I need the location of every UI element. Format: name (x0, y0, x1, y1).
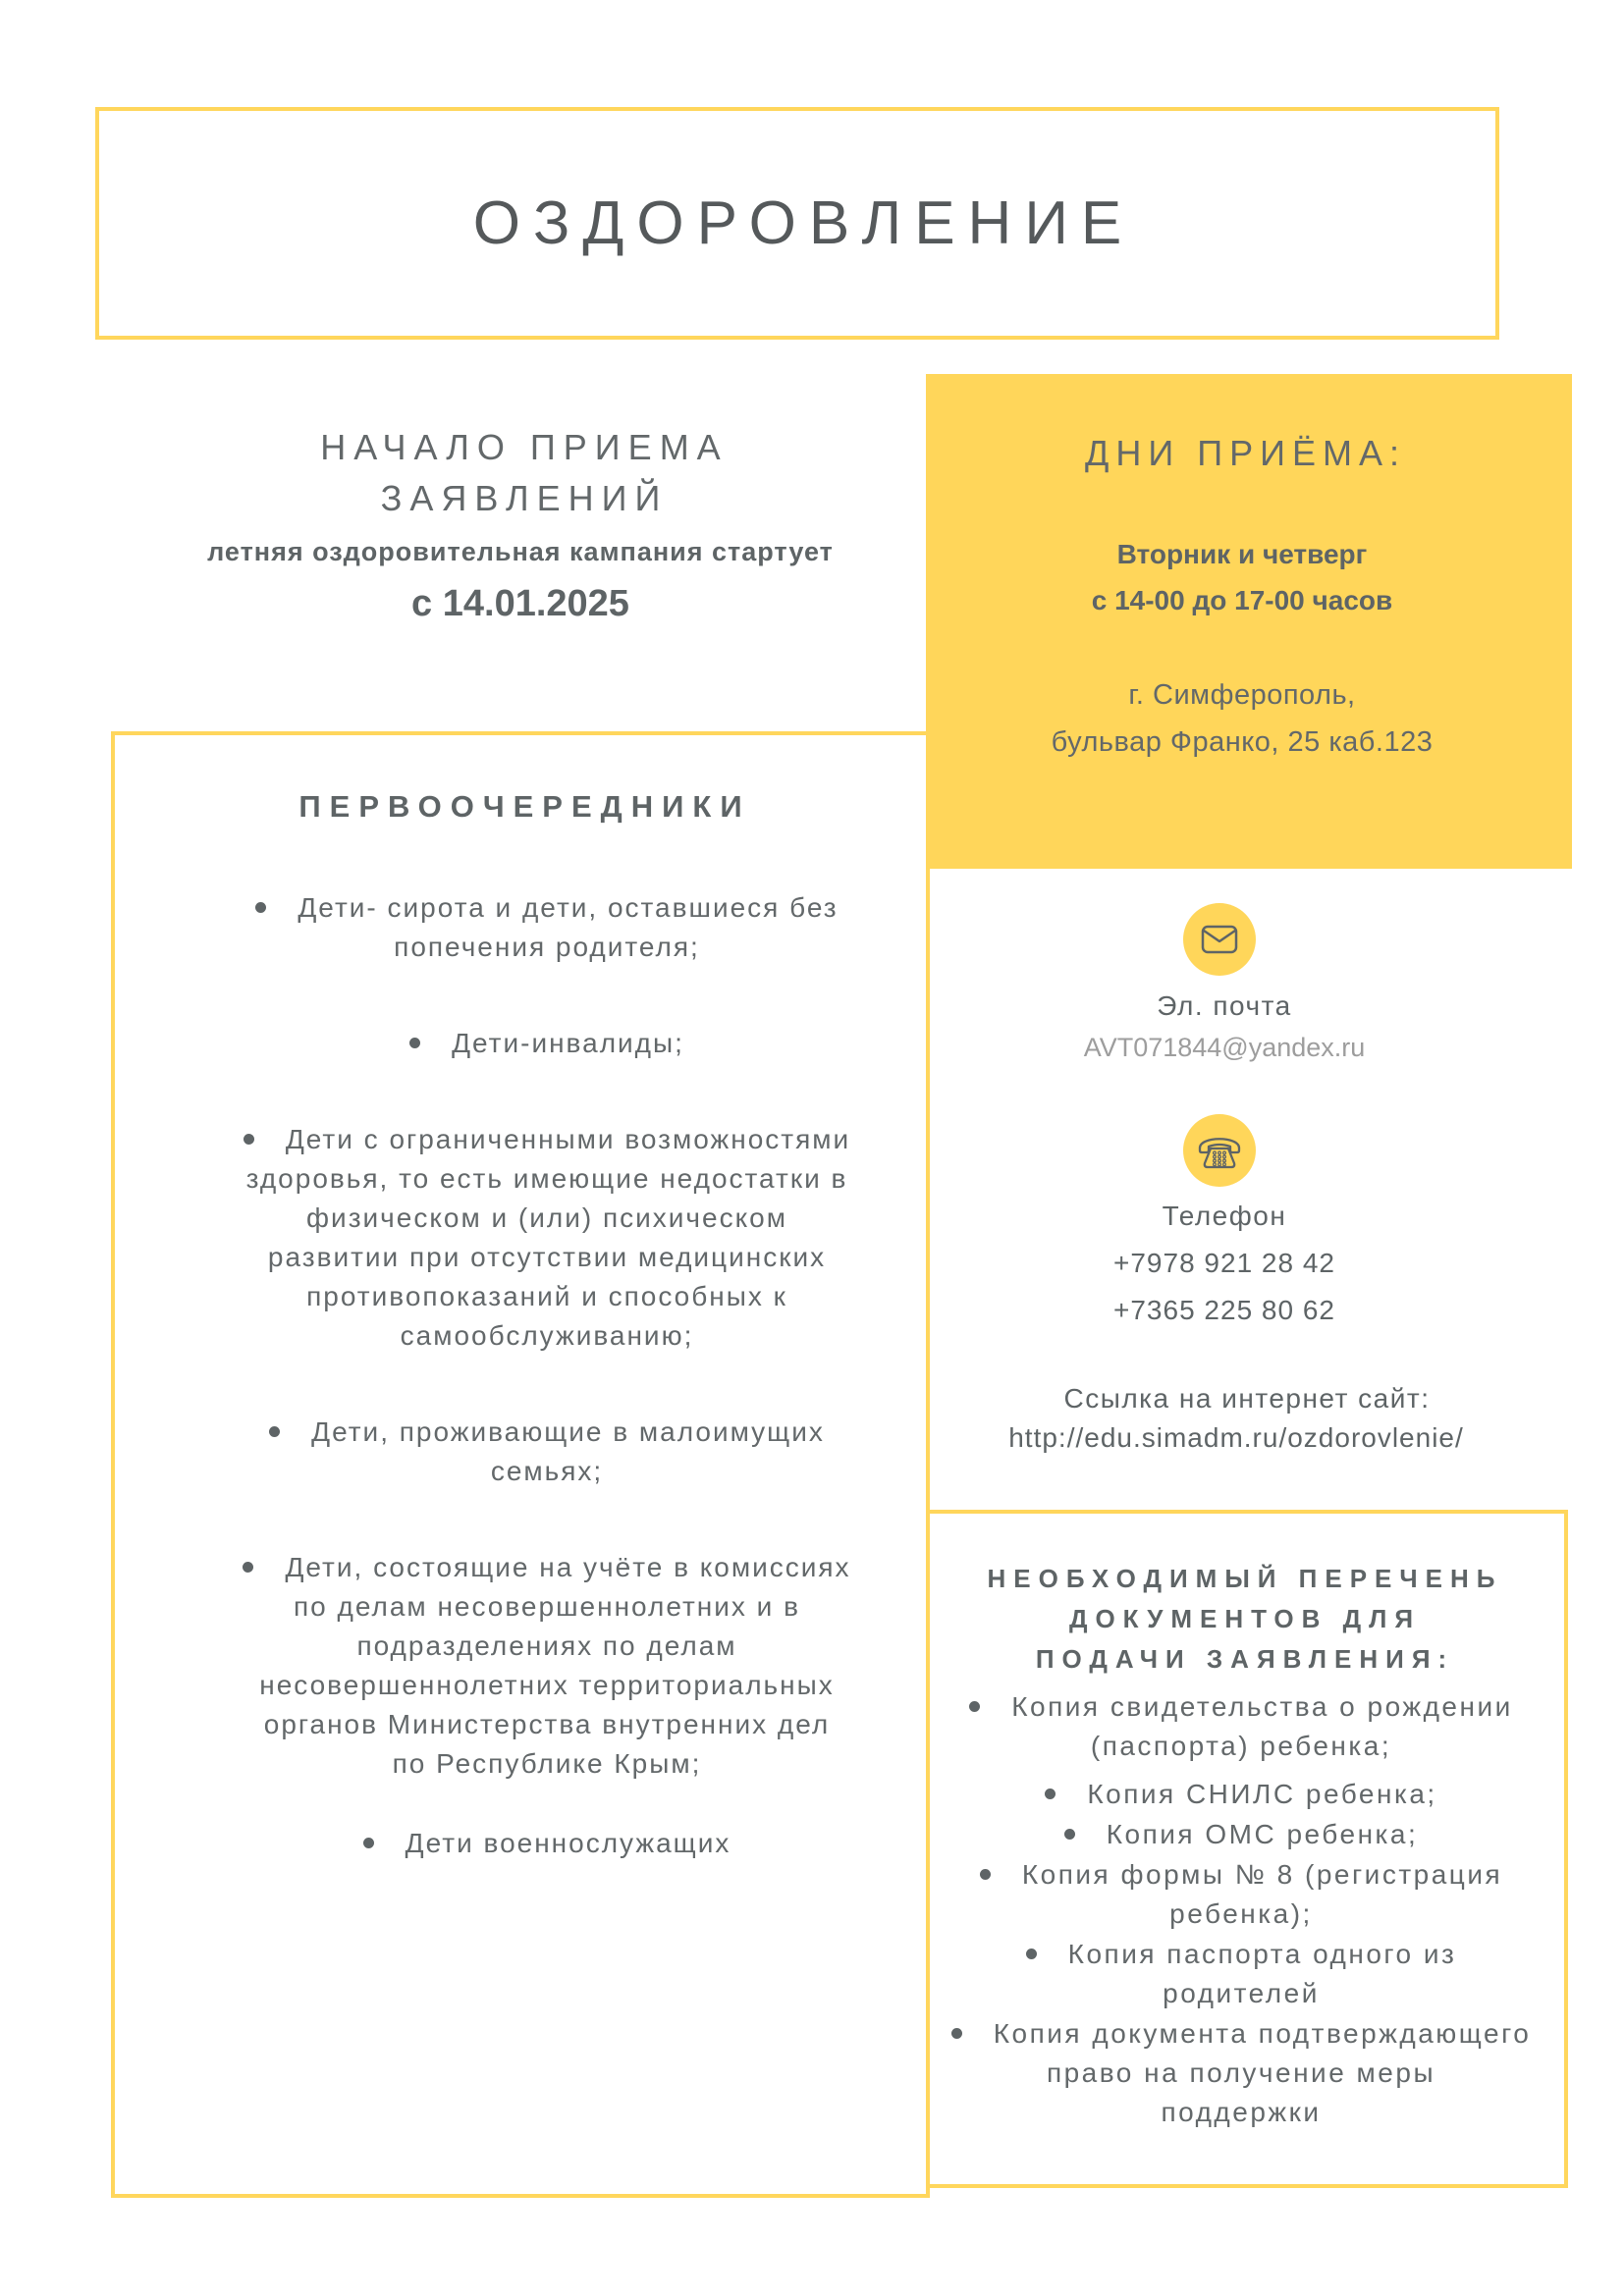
website-block (930, 1379, 1519, 1418)
email-label: Эл. почта (1157, 990, 1292, 1021)
list-item (174, 888, 920, 967)
list-item (930, 1775, 1552, 1814)
documents-heading-line: ДОКУМЕНТОВ ДЛЯ (1068, 1604, 1422, 1633)
page-title: ОЗДОРОВЛЕНИЕ (472, 188, 1135, 257)
list-item (174, 1413, 920, 1491)
schedule-address-line: бульвар Франко, 25 каб.123 (1051, 726, 1434, 758)
list-item-text: Копия документа подтверждающего (993, 2018, 1532, 2049)
list-item-text: Дети, состоящие на учёте в комиссиях (285, 1552, 851, 1582)
intake-subtitle: летняя оздоровительная кампания стартует (207, 537, 834, 566)
bullet-icon (269, 1426, 280, 1437)
schedule-address-line: г. Симферополь, (1128, 679, 1356, 711)
schedule-block (926, 374, 1572, 869)
list-item-line: родителей (1163, 1978, 1320, 2008)
phone-number[interactable]: +7365 225 80 62 (1113, 1295, 1335, 1325)
list-item (174, 1548, 920, 1784)
schedule-heading: ДНИ ПРИЁМА: (1084, 433, 1407, 473)
list-item (930, 2014, 1552, 2132)
list-item (174, 1120, 920, 1356)
list-item-line: по Республике Крым; (392, 1748, 702, 1779)
documents-box (926, 1510, 1568, 2188)
bullet-icon (980, 1869, 991, 1880)
list-item-line: поддержки (1161, 2097, 1322, 2127)
list-item-line: органов Министерства внутренних дел (263, 1709, 831, 1739)
list-item (930, 1815, 1552, 1854)
list-item (174, 1024, 920, 1063)
list-item-text: Дети военнослужащих (405, 1828, 731, 1858)
schedule-hours: с 14-00 до 17-00 часов (1091, 585, 1393, 615)
list-item-line (930, 1775, 1552, 1814)
priority-heading: ПЕРВООЧЕРЕДНИКИ (298, 789, 751, 824)
list-item (930, 1687, 1552, 1766)
list-item-line: право на получение меры (1046, 2057, 1436, 2088)
priority-box (111, 731, 930, 2198)
intake-start-date: с 14.01.2025 (411, 583, 629, 624)
list-item-text: Копия паспорта одного из (1067, 1939, 1457, 1969)
list-item-line: ребенка); (1169, 1898, 1313, 1929)
contacts-section (930, 869, 1519, 1510)
list-item-line: (паспорта) ребенка; (1090, 1731, 1392, 1761)
list-item-line (930, 2014, 1552, 2054)
phone-icon (1183, 1114, 1256, 1187)
bullet-icon (1064, 1829, 1075, 1840)
phone-number[interactable]: +7978 921 28 42 (1113, 1248, 1335, 1278)
list-item (930, 1855, 1552, 1934)
list-item-line: несовершеннолетних территориальных (259, 1670, 835, 1700)
list-item-text: Копия ОМС ребенка; (1106, 1819, 1419, 1849)
documents-list (930, 1687, 1552, 2132)
list-item-line: противопоказаний и способных к (306, 1281, 787, 1311)
priority-list (115, 888, 926, 1863)
list-item-line: здоровья, то есть имеющие недостатки в (245, 1163, 848, 1194)
list-item-line (930, 1935, 1552, 1974)
list-item-text: Дети-инвалиды; (452, 1028, 684, 1058)
list-item-text: Дети с ограниченными возможностями (285, 1124, 851, 1154)
list-item-line (174, 1413, 920, 1452)
documents-heading-line: ПОДАЧИ ЗАЯВЛЕНИЯ: (1035, 1644, 1455, 1674)
list-item-line: самообслуживанию; (400, 1320, 694, 1351)
list-item-line: попечения родителя; (394, 932, 700, 962)
list-item-line: развитии при отсутствии медицинских (267, 1242, 827, 1272)
email-link[interactable]: AVT071844@yandex.ru (1083, 1033, 1366, 1062)
bullet-icon (244, 1134, 254, 1145)
list-item-line (174, 888, 920, 928)
intake-heading-line: НАЧАЛО ПРИЕМА (320, 427, 729, 467)
list-item-text: Копия формы № 8 (регистрация (1021, 1859, 1503, 1890)
list-item-line: физическом и (или) психическом (306, 1202, 787, 1233)
website-url-row (930, 1418, 1519, 1458)
documents-heading-line: НЕОБХОДИМЫЙ ПЕРЕЧЕНЬ (987, 1564, 1503, 1593)
bullet-icon (363, 1838, 374, 1848)
bullet-icon (1026, 1949, 1037, 1959)
list-item (930, 1935, 1552, 2013)
list-item-line (930, 1855, 1552, 1895)
list-item-line (174, 1548, 920, 1587)
list-item-line (174, 1120, 920, 1159)
list-item-line (930, 1815, 1552, 1854)
bullet-icon (255, 902, 266, 913)
list-item-text: Копия СНИЛС ребенка; (1087, 1779, 1437, 1809)
phone-label: Телефон (1162, 1201, 1287, 1231)
website-link[interactable]: http://edu.simadm.ru/ozdorovlenie/ (1008, 1422, 1464, 1453)
bullet-icon (243, 1562, 253, 1573)
list-item-line (174, 1024, 920, 1063)
bullet-icon (969, 1701, 980, 1712)
list-item-line (930, 1687, 1552, 1727)
list-item-line: семьях; (490, 1456, 604, 1486)
list-item (174, 1824, 920, 1863)
schedule-days: Вторник и четверг (1116, 539, 1368, 569)
title-box (95, 107, 1499, 340)
list-item-text: Дети- сирота и дети, оставшиеся без (298, 892, 839, 923)
bullet-icon (1045, 1789, 1056, 1799)
bullet-icon (409, 1038, 420, 1048)
bullet-icon (951, 2028, 962, 2039)
intake-section (128, 422, 913, 628)
envelope-icon (1183, 903, 1256, 976)
list-item-line (174, 1824, 920, 1863)
list-item-line: подразделениях по делам (356, 1630, 737, 1661)
list-item-text: Копия свидетельства о рождении (1011, 1691, 1513, 1722)
list-item-text: Дети, проживающие в малоимущих (311, 1416, 825, 1447)
website-label: Ссылка на интернет сайт: (1063, 1383, 1431, 1414)
list-item-line: по делам несовершеннолетних и в (294, 1591, 800, 1622)
intake-heading-line: ЗАЯВЛЕНИЙ (380, 478, 669, 518)
